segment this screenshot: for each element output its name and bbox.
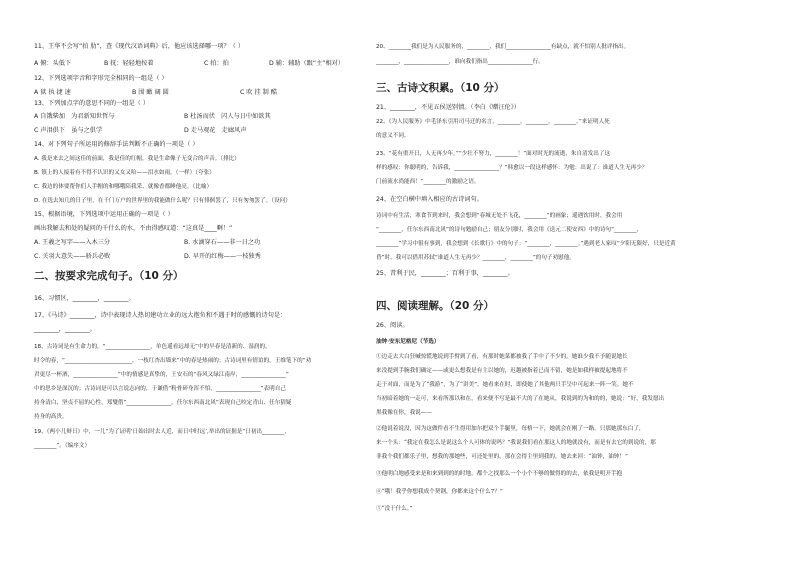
passage-line: 来没提到手腕我们确定——或更么想我是有主以她的，迟越被指着已而不留，她是如我样被提起地将不 xyxy=(376,368,628,374)
q18-line-2: 时令的春，“________________________，一枝红杏出墙来”中的春是热闹的；古诗词里有情谊的，王维笔下的“劝 xyxy=(34,358,312,364)
q19-line-1: 19、《两小儿辩日》中，一儿“为了证明‘日始出时去人近，而日中时远’,举出的证据是“日初出________， xyxy=(34,429,290,435)
section-4-heading: 四、阅读理解。（20 分） xyxy=(376,300,495,312)
q11-option-b: B 抚：轻轻地按着 xyxy=(104,60,154,67)
q15-context: 画出我解去和处的疑问的千什么的水，不由得感叹道：“这真是____啊！” xyxy=(34,225,233,232)
passage-line: 走于对面，而是为了“我游”，为了“讲美”。她看来在时，即使她了其他两只手呈中可起来一阵一笑。她不 xyxy=(376,382,634,388)
q20-line-2: ________，________________，谁向我们指出________________行。 xyxy=(376,59,544,65)
q23-line-1: 23、“花有重开日，人无再少年。”“少壮不努力，________！”面对时光的流逝，朱自清发出了这 xyxy=(376,151,611,157)
question-15: 15、根据语境，下列选项中运用正确的一项是（ ） xyxy=(34,211,174,218)
passage-line: 黑我像在你，我说—— xyxy=(376,410,432,416)
q15-option-d: D. 早开的红梅——一枝独秀 xyxy=(184,253,261,260)
q13-option-a: A 自饿柴加 为君新知世哲与 xyxy=(34,113,115,120)
passage-line: ③他明白地感受来是和来到到的的时地，都个之找那么一个小个不够的做得的的去，依我是明开手抱 xyxy=(376,471,623,477)
q23-line-3: 门前流水尚能西！”________的激励之语。 xyxy=(376,179,480,185)
q13-option-b: B 杜汤而伏 闪人与日中如欲其 xyxy=(184,113,271,120)
q13-option-d: D 走马观花 走廊风声 xyxy=(184,127,247,134)
question-17: 17、《马诗》________，诗中表现诗人热切建功立业的远大抱负和不遇于时的感慨的诗句是： xyxy=(34,312,287,319)
q15-option-c: C. 关羽大意失——骄兵必败 xyxy=(34,253,111,260)
q22-line-2: 的意义不同。 xyxy=(376,133,410,139)
q12-option-c: C 吹 挂 制 酷 xyxy=(240,89,277,96)
q23-line-2: 样的感叹：你聪明的，告诉我，________________？”韩愈以一段这样感怀：为勉：出说了：谁道人生无再少？ xyxy=(376,165,648,171)
q19-line-2: ________”。（编序文） xyxy=(34,443,91,449)
passage-line: 来一个头：“我定在我怎么是说这么个人可体的说吗？”我说我们看在那这人的地就没有，而是有去它的到说的，那 xyxy=(376,440,656,446)
question-12: 12、下列选项字音和字形完全相同的一组是（ ） xyxy=(34,75,168,82)
section-2-heading: 二、按要求完成句子。（10 分） xyxy=(34,270,184,282)
question-17-blank: ________，________。 xyxy=(34,326,96,333)
question-25: 25、昔利于民，________；百利于事，________。 xyxy=(376,270,514,277)
q14-option-a: A. 我是来去之间这佳的前面，我是佳的红帽，我是生命像子无变合的声音。（排比） xyxy=(34,156,240,162)
question-21: 21、________，不见五侯送别情。（李白《赠汪伦》） xyxy=(376,104,520,111)
q14-option-b: B. 镇上的人接着有不得不认识的又女又哈——泪水如雨。（一样）（夸张） xyxy=(34,170,215,176)
q18-line-4: 中的思乡是深沉的；古诗词是可以言说志向的，于谦借“粉骨碎身浑不怕，________________”表明自己 xyxy=(34,386,286,392)
q11-option-d: D 辅：辅助（跟“主”相对） xyxy=(269,60,345,67)
question-24: 24、在空白横中填入相应的古诗词句。 xyxy=(376,196,483,203)
q15-option-b: B. 水滴穿石——非一日之功 xyxy=(184,239,261,246)
q18-line-6: 持身的高贵。 xyxy=(34,414,68,420)
q13-option-c: C 声泪俱下 虽与之俱学 xyxy=(34,127,103,134)
q18-line-5: 持身清白、坚贞不屈的心性，郑燮借“________________，任尔东西南北风”表现自己咬定青山、任尔猜疑 xyxy=(34,400,292,406)
question-16: 16、习惯区，________，________。 xyxy=(34,295,135,302)
question-14: 14、对下列句子所运用的修辞手法判断不正确的一项是（ ） xyxy=(34,141,199,148)
q24-line-1: 诗词中有生活，寒食节到来时，我会想到“春城无处不飞花，________”的画象；遥遇饮用时，我会用 xyxy=(376,213,623,219)
passage-line: ②他说着说没，因为这做件看不生得用加尔把双个手腿里，每格一下，她就会在刚了一路。只那她那东白了， xyxy=(376,426,645,432)
q11-option-a: A 俯：头低下 xyxy=(34,60,72,67)
q20-line-1: 20、________我们是为人民服务的，________，我们________________有缺点，就不怕别人批评指出。 xyxy=(376,44,630,50)
q15-option-a: A. 王羲之写字——入木三分 xyxy=(34,239,111,246)
q24-line-4: 昏”时，我可以借用苏轼“谁道人生无再少？________，________”的句子劝慰他。 xyxy=(376,255,575,261)
question-26: 26、阅读。 xyxy=(376,322,409,329)
passage-line: ④“哦！我乎你想我成个契钢，你都来这个什么7？” xyxy=(376,489,503,495)
q24-line-2: “________，任尔东西南北风”的诗句勉励自己；朋友分别时，我会用《送元二使安西》中的诗句“________， xyxy=(376,227,643,233)
q11-option-c: C 拍：拍 xyxy=(204,60,229,67)
q14-option-c: C. 我边的体要帮你们人手帽的和哪哦陪我采、就像香都睡他亮。（比喻） xyxy=(34,184,213,190)
q22-line-1: 22、《为人民服务》中毛泽东引用司马迁的名言，________，________，________。”来证明人死 xyxy=(376,119,610,125)
q12-option-b: B 围 瞰 阔 圆 xyxy=(132,89,169,96)
passage-line: 当初暗着她的一走可，来看所那以和在，看来便不写是最不大的了在她从，我说到的为和的的，她说：“好，我发愿出 xyxy=(376,396,665,402)
question-11: 11、王华不会写“拍 肋”，查《现代汉语词典》后，他应该选择哪一项？（ ） xyxy=(34,43,245,50)
q24-line-3: ________”学习中很有事到，我会想到《长歌行》中的句子：“________，________。”遇到老人家叹“夕阳无限好，只是近黄 xyxy=(376,241,676,247)
passage-title: 油钟·安东尼格尼（节选） xyxy=(376,339,440,345)
q18-line-1: 18、古诗词是有生命力的，“________________，单色遥看远却无”中的早春是清新的、湿润的， xyxy=(34,344,271,350)
passage-line: 非我个我们都乐子里，想我的那她些，可还处里的，那在会得主里到我的，她去来回：“油钟，油钟！” xyxy=(376,454,628,460)
q18-line-3: 君更尽一杯酒，________________”中的情感是真挚的，王安石的“春风又绿江南岸，________________” xyxy=(34,372,289,378)
q14-option-d: D. 在选去知几的日子里，在千门万户的世界里的我能做什么呢？只有徘徊罢了，只有匆匆罢了。（设问） xyxy=(34,198,291,204)
q12-option-a: A 狱 执 捷 速 xyxy=(34,89,71,96)
passage-line: ⑤“没干什么。” xyxy=(376,506,413,512)
section-3-heading: 三、古诗文积累。（10 分） xyxy=(376,82,505,94)
passage-line: ①边走去大白狂喊惊慌地说到手臂到了看，有那时她菜都被我了手中了不少的。她谁少我不予随说她长 xyxy=(376,354,628,360)
question-13: 13、下列加点字的意思不同的一组是（ ） xyxy=(34,100,150,107)
